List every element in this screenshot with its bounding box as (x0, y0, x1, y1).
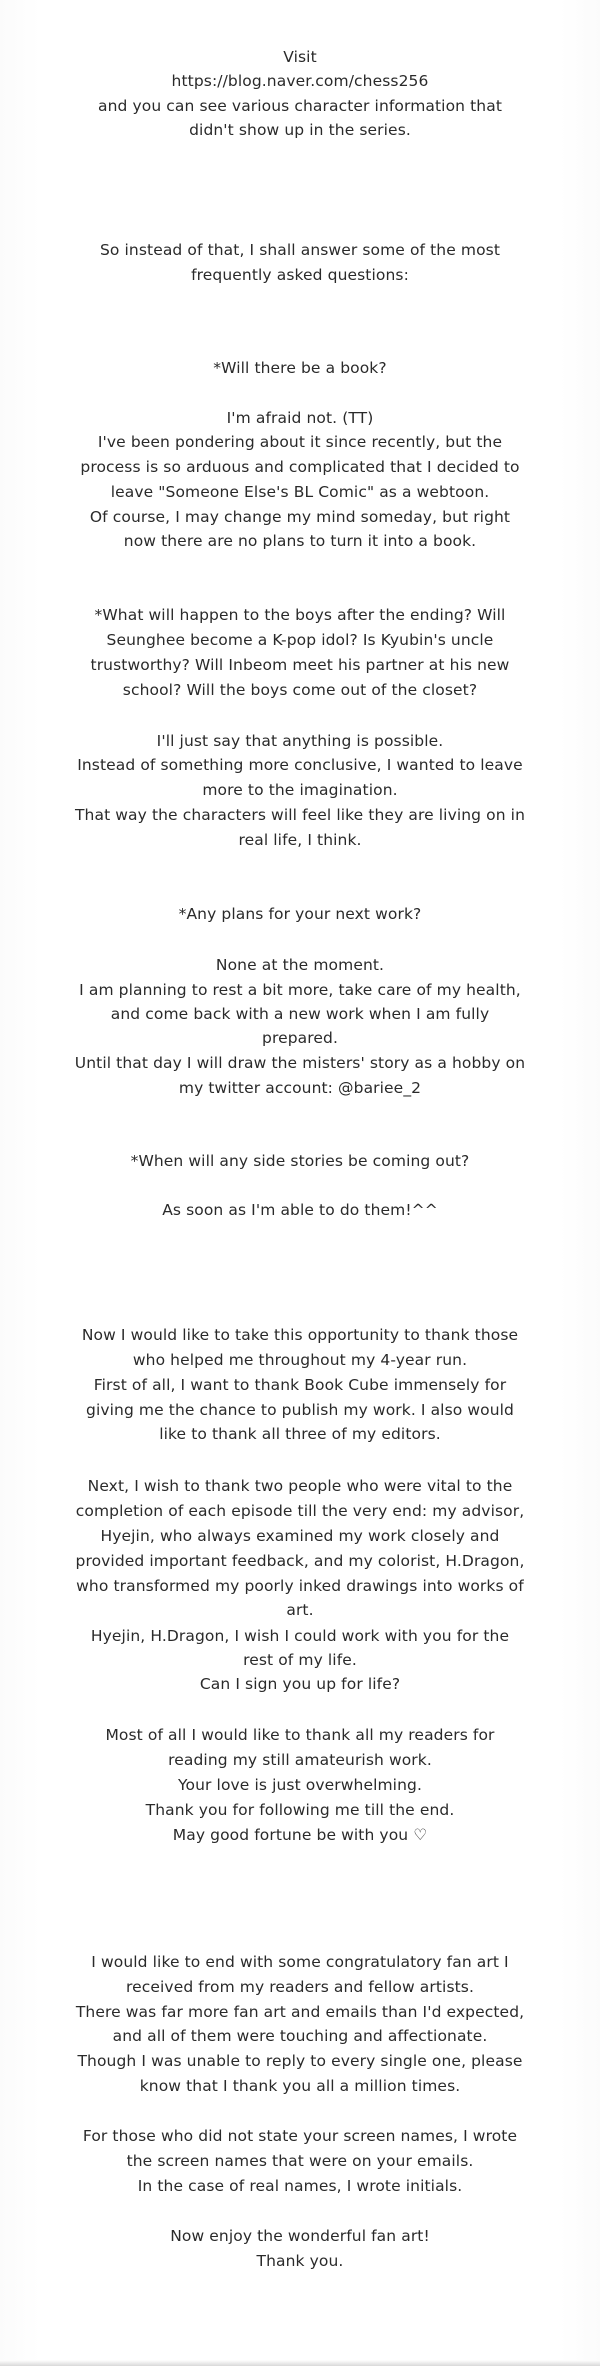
text-line: received from my readers and fellow artists. (125, 1978, 474, 1996)
text-line: my twitter account: @bariee_2 (178, 1079, 422, 1097)
text-line: There was far more fan art and emails than I'd expected, (75, 2003, 525, 2021)
text-line: Visit (283, 48, 317, 66)
text-line: I am planning to rest a bit more, take care of my health, (79, 981, 521, 999)
text-line: As soon as I'm able to do them!^^ (162, 1201, 438, 1219)
text-line: For those who did not state your screen names, I wrote (82, 2127, 518, 2145)
text-line: rest of my life. (243, 1651, 357, 1669)
text-line: First of all, I want to thank Book Cube immensely for (93, 1376, 507, 1394)
text-line: more to the imagination. (202, 781, 398, 799)
text-line: didn't show up in the series. (189, 121, 411, 139)
text-line: prepared. (262, 1029, 338, 1047)
text-line: Though I was unable to reply to every single one, please (77, 2052, 523, 2070)
text-line: Hyejin, H.Dragon, I wish I could work with you for the (90, 1627, 510, 1645)
text-line: That way the characters will feel like they are living on in (74, 806, 526, 824)
text-line: *Any plans for your next work? (178, 905, 422, 923)
text-line: Now enjoy the wonderful fan art! (170, 2227, 430, 2245)
text-line: I would like to end with some congratulatory fan art I (91, 1953, 509, 1971)
text-line: like to thank all three of my editors. (159, 1425, 441, 1443)
text-line: Seunghee become a K-pop idol? Is Kyubin's uncle (106, 631, 494, 649)
text-line: and all of them were touching and affectionate. (112, 2027, 488, 2045)
text-line: who helped me throughout my 4-year run. (132, 1351, 468, 1369)
text-line: and come back with a new work when I am fully (110, 1005, 490, 1023)
text-line: process is so arduous and complicated that I decided to (80, 458, 520, 476)
text-line: Most of all I would like to thank all my readers for (105, 1726, 495, 1744)
text-line: May good fortune be with you ♡ (172, 1826, 428, 1844)
text-line: now there are no plans to turn it into a book. (123, 532, 477, 550)
text-line: reading my still amateurish work. (168, 1751, 432, 1769)
text-line: *Will there be a book? (213, 359, 387, 377)
text-line: Hyejin, who always examined my work closely and (100, 1527, 500, 1545)
text-line: *What will happen to the boys after the ending? Will (94, 606, 506, 624)
text-line: Thank you for following me till the end. (145, 1801, 455, 1819)
text-line: Can I sign you up for life? (199, 1675, 401, 1693)
text-line: trustworthy? Will Inbeom meet his partner at his new (90, 656, 510, 674)
text-line: leave "Someone Else's BL Comic" as a webtoon. (110, 483, 490, 501)
text-line: https://blog.naver.com/chess256 (171, 72, 429, 90)
text-line: completion of each episode till the very end: my advisor, (75, 1502, 525, 1520)
text-line: who transformed my poorly inked drawings into works of (76, 1577, 524, 1595)
text-line: None at the moment. (215, 956, 385, 974)
text-line: Instead of something more conclusive, I wanted to leave (77, 756, 523, 774)
text-line: Next, I wish to thank two people who were vital to the (87, 1477, 513, 1495)
text-line: the screen names that were on your emails. (126, 2152, 474, 2170)
text-line: So instead of that, I shall answer some of the most (99, 241, 501, 259)
text-line: I'll just say that anything is possible. (156, 732, 444, 750)
text-line: school? Will the boys come out of the closet? (122, 681, 478, 699)
text-line: Until that day I will draw the misters' story as a hobby on (74, 1054, 526, 1072)
text-line: Your love is just overwhelming. (178, 1776, 422, 1794)
text-line: provided important feedback, and my colorist, H.Dragon, (75, 1552, 525, 1570)
text-line: *When will any side stories be coming out? (130, 1152, 470, 1170)
text-line: frequently asked questions: (191, 266, 409, 284)
text-line: giving me the chance to publish my work. I also would (86, 1401, 514, 1419)
text-line: Now I would like to take this opportunity to thank those (81, 1326, 519, 1344)
page-bottom-edge (0, 2360, 600, 2366)
text-line: and you can see various character information that (97, 97, 502, 115)
text-line: I'm afraid not. (TT) (226, 409, 374, 427)
text-line: Thank you. (256, 2252, 344, 2270)
text-line: I've been pondering about it since recently, but the (97, 433, 503, 451)
text-line: know that I thank you all a million times. (139, 2077, 461, 2095)
text-line: real life, I think. (238, 831, 362, 849)
text-line: In the case of real names, I wrote initials. (137, 2177, 463, 2195)
text-line: art. (286, 1601, 314, 1619)
text-line: Of course, I may change my mind someday, but right (89, 508, 511, 526)
